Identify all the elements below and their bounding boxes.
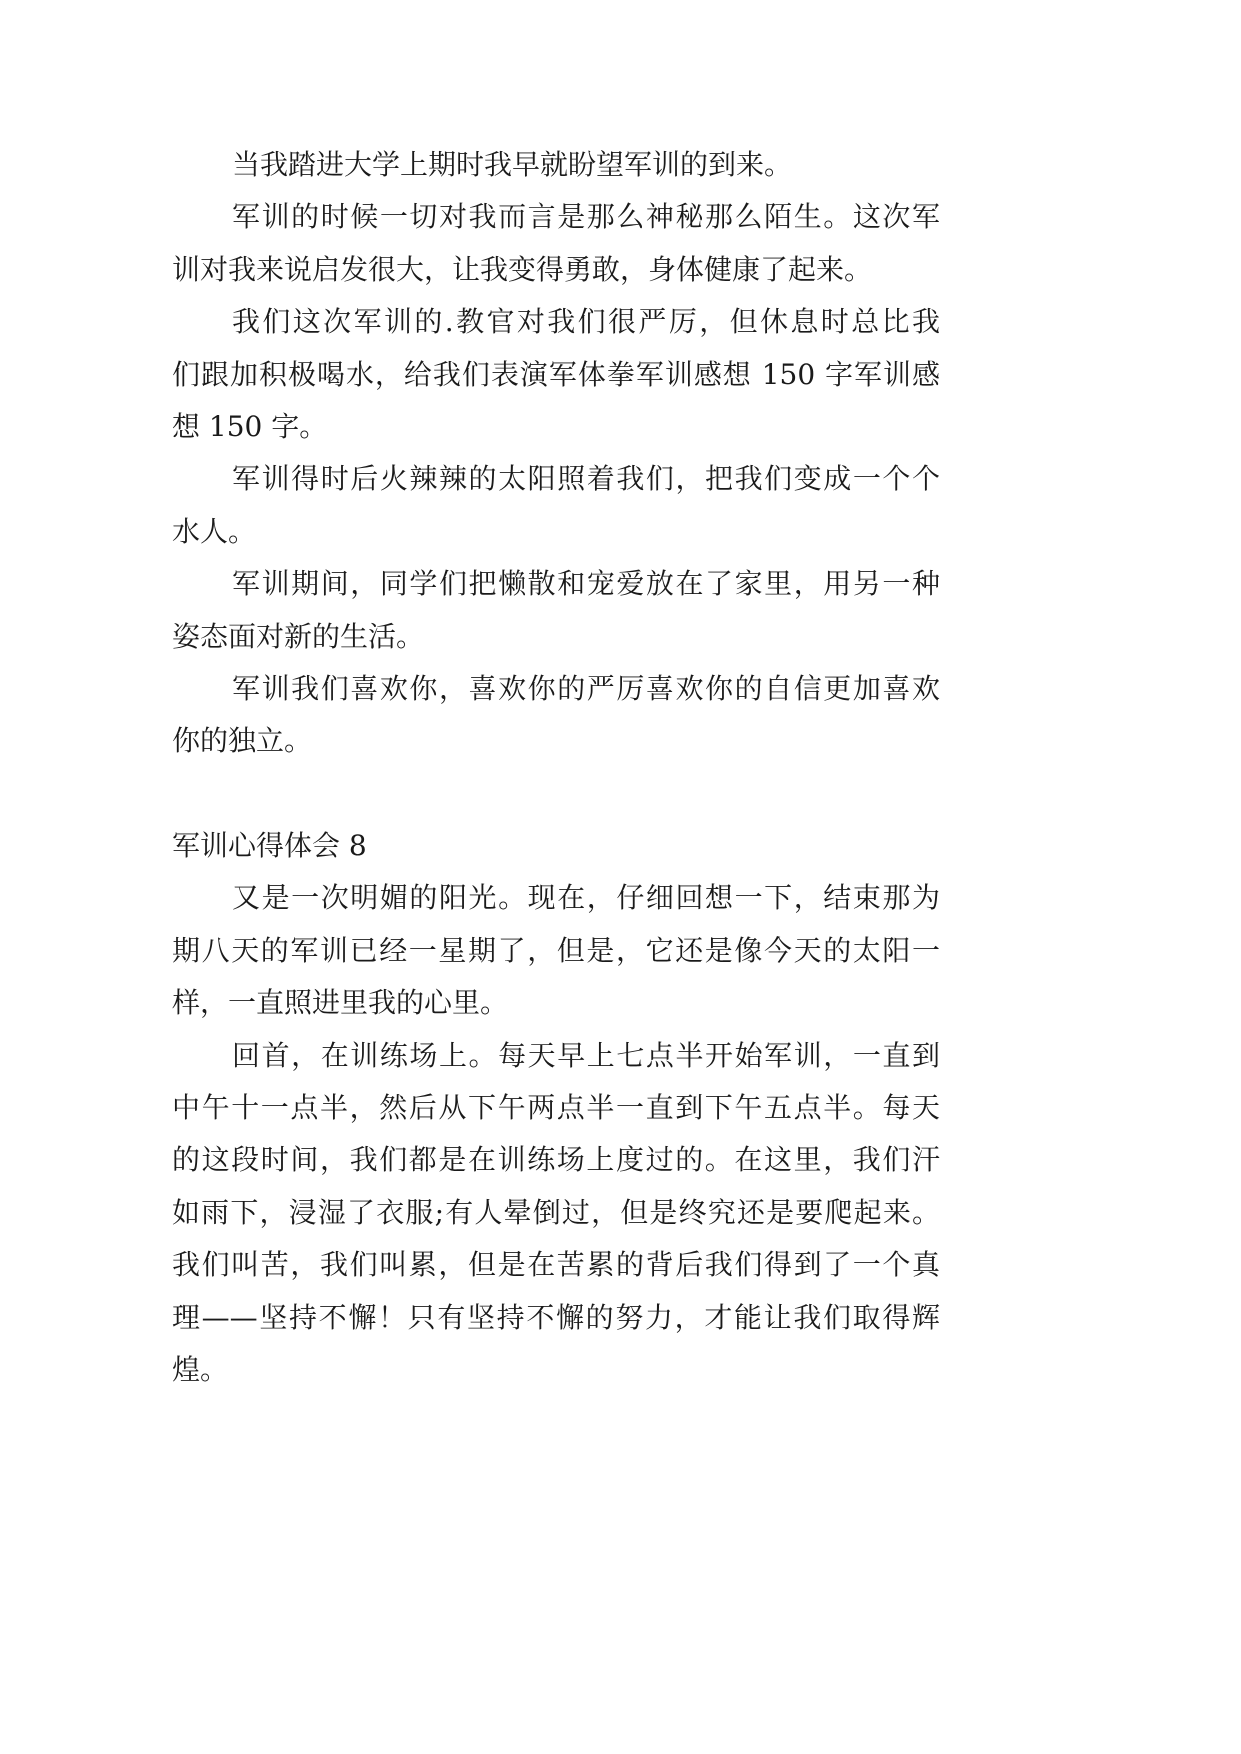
paragraph [172,558,940,663]
paragraph-line: 中午十一点半，然后从下午两点半一直到下午五点半。每天 [172,1091,940,1125]
section-heading: 军训心得体会 8 [172,829,367,863]
paragraph-line: 样，一直照进里我的心里。 [172,986,509,1020]
paragraph [172,453,940,558]
paragraph-line: 们跟加积极喝水，给我们表演军体拳军训感想 150 字军训感 [172,357,940,391]
paragraph-line: 我们这次军训的.教官对我们很严厉，但休息时总比我 [232,305,940,339]
paragraph-line: 你的独立。 [172,724,313,758]
paragraph-line: 的这段时间，我们都是在训练场上度过的。在这里，我们汗 [172,1143,940,1177]
paragraph [172,663,940,768]
paragraph-line: 煌。 [172,1352,229,1386]
paragraph-line: 想 150 字。 [172,409,328,443]
paragraph-line: 军训的时候一切对我而言是那么神秘那么陌生。这次军 [232,200,940,234]
paragraph-line: 如雨下，浸湿了衣服;有人晕倒过，但是终究还是要爬起来。 [172,1195,940,1229]
paragraph-line: 姿态面对新的生活。 [172,619,425,653]
paragraph [172,1030,940,1397]
paragraph-line: 军训得时后火辣辣的太阳照着我们，把我们变成一个个 [232,462,940,496]
paragraph [172,296,940,453]
section-spacer [172,768,940,820]
paragraph-line: 期八天的军训已经一星期了，但是，它还是像今天的太阳一 [172,933,940,967]
paragraph-line: 我们叫苦，我们叫累，但是在苦累的背后我们得到了一个真 [172,1248,940,1282]
paragraph-line: 又是一次明媚的阳光。现在，仔细回想一下，结束那为 [232,881,940,915]
paragraph-line: 军训我们喜欢你，喜欢你的严厉喜欢你的自信更加喜欢 [232,671,940,705]
paragraph [172,872,940,1029]
paragraph [172,139,940,191]
paragraph-line: 军训期间，同学们把懒散和宠爱放在了家里，用另一种 [232,567,940,601]
paragraph-line: 训对我来说启发很大，让我变得勇敢，身体健康了起来。 [172,252,873,286]
paragraph [172,191,940,296]
paragraph-line: 当我踏进大学上期时我早就盼望军训的到来。 [232,148,793,181]
document-body [172,139,940,1396]
paragraph-line: 水人。 [172,514,257,548]
paragraph-line: 回首，在训练场上。每天早上七点半开始军训，一直到 [232,1038,940,1072]
paragraph-line: 理——坚持不懈！只有坚持不懈的努力，才能让我们取得辉 [172,1300,940,1334]
